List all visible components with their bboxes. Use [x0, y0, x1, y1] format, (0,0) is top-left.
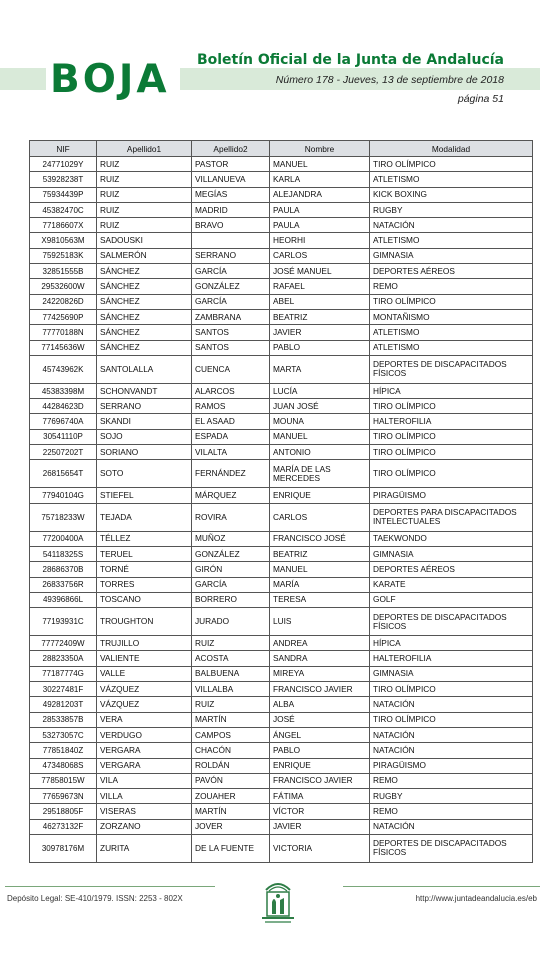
cell-nombre: FÁTIMA: [270, 789, 370, 804]
cell-apellido1: SORIANO: [97, 445, 192, 460]
cell-apellido2: SANTOS: [192, 340, 270, 355]
table-row: [30, 834, 533, 862]
cell-apellido2: ACOSTA: [192, 651, 270, 666]
cell-nif: 77772409W: [30, 636, 97, 651]
cell-modalidad: NATACIÓN: [370, 743, 533, 758]
cell-nif: 77186607X: [30, 218, 97, 233]
cell-apellido2: MADRID: [192, 202, 270, 217]
cell-nif: 45382470C: [30, 202, 97, 217]
table-row: [30, 309, 533, 324]
table-row: [30, 666, 533, 681]
cell-apellido1: SOTO: [97, 460, 192, 488]
cell-nif: 77851840Z: [30, 743, 97, 758]
cell-apellido2: MARTÍN: [192, 804, 270, 819]
cell-modalidad: PIRAGÜISMO: [370, 488, 533, 503]
table-row: [30, 608, 533, 636]
cell-nombre: MANUEL: [270, 562, 370, 577]
col-header-nombre: Nombre: [270, 141, 370, 157]
cell-apellido1: SÁNCHEZ: [97, 325, 192, 340]
cell-apellido2: BORRERO: [192, 592, 270, 607]
cell-apellido1: TRUJILLO: [97, 636, 192, 651]
cell-nombre: CARLOS: [270, 248, 370, 263]
table-row: [30, 577, 533, 592]
cell-nombre: ANDREA: [270, 636, 370, 651]
cell-nif: 24220826D: [30, 294, 97, 309]
cell-nombre: LUIS: [270, 608, 370, 636]
cell-nombre: LUCÍA: [270, 383, 370, 398]
cell-apellido1: SOJO: [97, 429, 192, 444]
table-row: [30, 383, 533, 398]
cell-apellido1: VILLA: [97, 789, 192, 804]
cell-nombre: JUAN JOSÉ: [270, 399, 370, 414]
junta-andalucia-emblem-icon: [258, 876, 298, 926]
cell-apellido1: SÁNCHEZ: [97, 340, 192, 355]
table-row: [30, 294, 533, 309]
cell-apellido1: ZORZANO: [97, 819, 192, 834]
cell-apellido1: RUIZ: [97, 187, 192, 202]
cell-apellido2: BALBUENA: [192, 666, 270, 681]
document-header: [0, 0, 540, 130]
cell-nif: 77193931C: [30, 608, 97, 636]
cell-apellido2: GONZÁLEZ: [192, 546, 270, 561]
cell-nif: 54118325S: [30, 546, 97, 561]
cell-nif: 29532600W: [30, 279, 97, 294]
cell-apellido1: RUIZ: [97, 202, 192, 217]
cell-apellido2: MARTÍN: [192, 712, 270, 727]
cell-nombre: HEORHI: [270, 233, 370, 248]
cell-nif: 77659673N: [30, 789, 97, 804]
bulletin-title: Boletín Oficial de la Junta de Andalucía: [196, 52, 504, 68]
cell-nif: 32851555B: [30, 264, 97, 279]
cell-apellido1: SÁNCHEZ: [97, 294, 192, 309]
table-row: [30, 682, 533, 697]
table-row: [30, 743, 533, 758]
table-row: [30, 233, 533, 248]
cell-nif: 75718233W: [30, 503, 97, 531]
table-row: [30, 592, 533, 607]
table-row: [30, 727, 533, 742]
table-body: [30, 157, 533, 863]
cell-nombre: ENRIQUE: [270, 488, 370, 503]
boja-logo: BOJA: [50, 57, 170, 102]
cell-apellido2: RAMOS: [192, 399, 270, 414]
cell-modalidad: PIRAGÜISMO: [370, 758, 533, 773]
cell-nombre: BEATRIZ: [270, 546, 370, 561]
cell-nombre: MIREYA: [270, 666, 370, 681]
cell-apellido2: VILLANUEVA: [192, 172, 270, 187]
cell-modalidad: GIMNASIA: [370, 248, 533, 263]
table-row: [30, 218, 533, 233]
cell-apellido2: [192, 233, 270, 248]
cell-modalidad: ATLETISMO: [370, 233, 533, 248]
cell-apellido2: EL ASAAD: [192, 414, 270, 429]
table-row: [30, 636, 533, 651]
cell-modalidad: TIRO OLÍMPICO: [370, 445, 533, 460]
cell-nombre: MARTA: [270, 355, 370, 383]
cell-apellido1: SKANDI: [97, 414, 192, 429]
cell-modalidad: TIRO OLÍMPICO: [370, 157, 533, 172]
cell-apellido1: TEJADA: [97, 503, 192, 531]
athletes-table-wrap: [29, 140, 532, 863]
cell-nombre: CARLOS: [270, 503, 370, 531]
cell-apellido1: VALLE: [97, 666, 192, 681]
cell-apellido2: ROLDÁN: [192, 758, 270, 773]
cell-nombre: BEATRIZ: [270, 309, 370, 324]
cell-nombre: PABLO: [270, 340, 370, 355]
cell-apellido1: TOSCANO: [97, 592, 192, 607]
cell-nombre: MANUEL: [270, 157, 370, 172]
cell-apellido2: RUIZ: [192, 636, 270, 651]
cell-modalidad: NATACIÓN: [370, 697, 533, 712]
table-row: [30, 712, 533, 727]
cell-apellido2: SANTOS: [192, 325, 270, 340]
cell-modalidad: HÍPICA: [370, 383, 533, 398]
table-row: [30, 546, 533, 561]
cell-modalidad: RUGBY: [370, 789, 533, 804]
col-header-apellido2: Apellido2: [192, 141, 270, 157]
cell-nif: 46273132F: [30, 819, 97, 834]
cell-nif: 28823350A: [30, 651, 97, 666]
legal-deposit: Depósito Legal: SE-410/1979. ISSN: 2253 - 802X: [7, 894, 183, 903]
cell-apellido2: MEGÍAS: [192, 187, 270, 202]
cell-apellido2: VILALTA: [192, 445, 270, 460]
cell-apellido2: DE LA FUENTE: [192, 834, 270, 862]
cell-nombre: JOSÉ MANUEL: [270, 264, 370, 279]
table-row: [30, 187, 533, 202]
cell-nombre: JAVIER: [270, 819, 370, 834]
cell-nombre: SANDRA: [270, 651, 370, 666]
cell-nombre: ALBA: [270, 697, 370, 712]
cell-modalidad: DEPORTES AÉREOS: [370, 562, 533, 577]
cell-nif: 53273057C: [30, 727, 97, 742]
cell-nif: 44284623D: [30, 399, 97, 414]
cell-modalidad: TIRO OLÍMPICO: [370, 429, 533, 444]
cell-nombre: VICTORIA: [270, 834, 370, 862]
cell-nombre: PABLO: [270, 743, 370, 758]
cell-apellido1: RUIZ: [97, 172, 192, 187]
cell-nombre: ANTONIO: [270, 445, 370, 460]
cell-nif: 77696740A: [30, 414, 97, 429]
cell-apellido1: VERDUGO: [97, 727, 192, 742]
cell-apellido1: SÁNCHEZ: [97, 279, 192, 294]
table-row: [30, 429, 533, 444]
cell-nombre: MARÍA DE LAS MERCEDES: [270, 460, 370, 488]
cell-apellido2: ESPADA: [192, 429, 270, 444]
cell-nombre: JOSÉ: [270, 712, 370, 727]
table-row: [30, 355, 533, 383]
cell-modalidad: HALTEROFILIA: [370, 414, 533, 429]
col-header-apellido1: Apellido1: [97, 141, 192, 157]
athletes-table: [29, 140, 533, 863]
cell-modalidad: DEPORTES AÉREOS: [370, 264, 533, 279]
cell-nif: 28533857B: [30, 712, 97, 727]
cell-nombre: MARÍA: [270, 577, 370, 592]
cell-apellido2: ZOUAHER: [192, 789, 270, 804]
cell-apellido2: RUIZ: [192, 697, 270, 712]
cell-apellido2: CAMPOS: [192, 727, 270, 742]
cell-nif: 29518805F: [30, 804, 97, 819]
cell-modalidad: GOLF: [370, 592, 533, 607]
table-row: [30, 172, 533, 187]
cell-apellido1: SÁNCHEZ: [97, 264, 192, 279]
cell-modalidad: ATLETISMO: [370, 340, 533, 355]
cell-apellido2: GIRÓN: [192, 562, 270, 577]
cell-nombre: VÍCTOR: [270, 804, 370, 819]
table-row: [30, 202, 533, 217]
cell-nombre: ALEJANDRA: [270, 187, 370, 202]
cell-nif: 26815654T: [30, 460, 97, 488]
cell-apellido2: PAVÓN: [192, 773, 270, 788]
cell-nif: 26833756R: [30, 577, 97, 592]
cell-nombre: FRANCISCO JAVIER: [270, 682, 370, 697]
table-row: [30, 773, 533, 788]
footer-url: http://www.juntadeandalucia.es/eb: [415, 894, 537, 903]
cell-apellido2: JOVER: [192, 819, 270, 834]
cell-nif: X9810563M: [30, 233, 97, 248]
cell-nif: 24771029Y: [30, 157, 97, 172]
cell-apellido2: GARCÍA: [192, 577, 270, 592]
cell-modalidad: NATACIÓN: [370, 218, 533, 233]
cell-apellido2: CUENCA: [192, 355, 270, 383]
cell-nombre: JAVIER: [270, 325, 370, 340]
table-row: [30, 460, 533, 488]
cell-apellido1: STIEFEL: [97, 488, 192, 503]
cell-modalidad: DEPORTES DE DISCAPACITADOS FÍSICOS: [370, 834, 533, 862]
cell-modalidad: ATLETISMO: [370, 172, 533, 187]
cell-apellido2: JURADO: [192, 608, 270, 636]
cell-apellido1: TERUEL: [97, 546, 192, 561]
table-row: [30, 531, 533, 546]
cell-modalidad: TIRO OLÍMPICO: [370, 460, 533, 488]
cell-modalidad: KARATE: [370, 577, 533, 592]
table-row: [30, 340, 533, 355]
table-row: [30, 819, 533, 834]
col-header-nif: NIF: [30, 141, 97, 157]
cell-apellido2: ALARCOS: [192, 383, 270, 398]
cell-modalidad: NATACIÓN: [370, 819, 533, 834]
cell-modalidad: TIRO OLÍMPICO: [370, 682, 533, 697]
cell-apellido1: SÁNCHEZ: [97, 309, 192, 324]
cell-nombre: PAULA: [270, 218, 370, 233]
cell-modalidad: TIRO OLÍMPICO: [370, 712, 533, 727]
cell-apellido2: CHACÓN: [192, 743, 270, 758]
table-row: [30, 264, 533, 279]
cell-nombre: PAULA: [270, 202, 370, 217]
page-number: página 51: [457, 93, 504, 105]
cell-apellido2: ZAMBRANA: [192, 309, 270, 324]
cell-nombre: FRANCISCO JOSÉ: [270, 531, 370, 546]
col-header-modalidad: Modalidad: [370, 141, 533, 157]
cell-nombre: KARLA: [270, 172, 370, 187]
cell-nombre: TERESA: [270, 592, 370, 607]
cell-apellido1: TORRES: [97, 577, 192, 592]
cell-apellido1: TROUGHTON: [97, 608, 192, 636]
table-header-row: [30, 141, 533, 157]
cell-apellido1: RUIZ: [97, 218, 192, 233]
table-row: [30, 248, 533, 263]
cell-modalidad: DEPORTES PARA DISCAPACITADOS INTELECTUALES: [370, 503, 533, 531]
cell-nif: 75934439P: [30, 187, 97, 202]
cell-apellido2: MUÑOZ: [192, 531, 270, 546]
cell-modalidad: NATACIÓN: [370, 727, 533, 742]
cell-apellido1: TÉLLEZ: [97, 531, 192, 546]
table-row: [30, 414, 533, 429]
cell-nombre: ABEL: [270, 294, 370, 309]
cell-apellido1: VERA: [97, 712, 192, 727]
cell-nif: 77770188N: [30, 325, 97, 340]
cell-modalidad: RUGBY: [370, 202, 533, 217]
cell-nif: 30978176M: [30, 834, 97, 862]
table-row: [30, 445, 533, 460]
issue-info: Número 178 - Jueves, 13 de septiembre de 2018: [275, 74, 504, 86]
cell-modalidad: HALTEROFILIA: [370, 651, 533, 666]
cell-apellido1: VÁZQUEZ: [97, 682, 192, 697]
cell-nif: 53928238T: [30, 172, 97, 187]
cell-nif: 75925183K: [30, 248, 97, 263]
cell-nombre: MOUNA: [270, 414, 370, 429]
cell-apellido2: BRAVO: [192, 218, 270, 233]
footer-rule-left: [5, 886, 215, 887]
cell-modalidad: MONTAÑISMO: [370, 309, 533, 324]
cell-apellido2: MÁRQUEZ: [192, 488, 270, 503]
cell-nombre: RAFAEL: [270, 279, 370, 294]
table-row: [30, 804, 533, 819]
table-row: [30, 758, 533, 773]
footer-rule-right: [343, 886, 540, 887]
cell-apellido2: GARCÍA: [192, 294, 270, 309]
table-row: [30, 789, 533, 804]
cell-apellido1: ZURITA: [97, 834, 192, 862]
cell-apellido1: TORNÉ: [97, 562, 192, 577]
cell-nif: 77940104G: [30, 488, 97, 503]
document-footer: [0, 870, 540, 960]
cell-nombre: MANUEL: [270, 429, 370, 444]
cell-apellido1: VÁZQUEZ: [97, 697, 192, 712]
cell-nombre: ÁNGEL: [270, 727, 370, 742]
table-row: [30, 697, 533, 712]
cell-apellido1: SADOUSKI: [97, 233, 192, 248]
cell-apellido2: PASTOR: [192, 157, 270, 172]
cell-modalidad: HÍPICA: [370, 636, 533, 651]
cell-nif: 77145636W: [30, 340, 97, 355]
table-row: [30, 279, 533, 294]
table-row: [30, 562, 533, 577]
cell-modalidad: REMO: [370, 279, 533, 294]
cell-apellido1: SANTOLALLA: [97, 355, 192, 383]
cell-apellido1: RUIZ: [97, 157, 192, 172]
cell-nif: 47348068S: [30, 758, 97, 773]
table-row: [30, 399, 533, 414]
cell-nombre: FRANCISCO JAVIER: [270, 773, 370, 788]
cell-apellido2: VILLALBA: [192, 682, 270, 697]
table-row: [30, 503, 533, 531]
cell-modalidad: REMO: [370, 773, 533, 788]
table-row: [30, 651, 533, 666]
cell-apellido1: SERRANO: [97, 399, 192, 414]
cell-apellido1: VERGARA: [97, 758, 192, 773]
cell-apellido2: SERRANO: [192, 248, 270, 263]
cell-modalidad: KICK BOXING: [370, 187, 533, 202]
cell-modalidad: DEPORTES DE DISCAPACITADOS FÍSICOS: [370, 608, 533, 636]
cell-apellido2: FERNÁNDEZ: [192, 460, 270, 488]
cell-modalidad: GIMNASIA: [370, 546, 533, 561]
cell-apellido1: SALMERÓN: [97, 248, 192, 263]
cell-modalidad: ATLETISMO: [370, 325, 533, 340]
cell-apellido1: VALIENTE: [97, 651, 192, 666]
cell-nif: 77200400A: [30, 531, 97, 546]
cell-modalidad: TAEKWONDO: [370, 531, 533, 546]
cell-nif: 30227481F: [30, 682, 97, 697]
table-row: [30, 325, 533, 340]
cell-modalidad: TIRO OLÍMPICO: [370, 399, 533, 414]
cell-modalidad: DEPORTES DE DISCAPACITADOS FÍSICOS: [370, 355, 533, 383]
cell-nif: 22507202T: [30, 445, 97, 460]
cell-nif: 77187774G: [30, 666, 97, 681]
table-row: [30, 157, 533, 172]
cell-nif: 28686370B: [30, 562, 97, 577]
cell-modalidad: TIRO OLÍMPICO: [370, 294, 533, 309]
cell-apellido1: VILA: [97, 773, 192, 788]
cell-apellido2: GARCÍA: [192, 264, 270, 279]
cell-nif: 45383398M: [30, 383, 97, 398]
cell-apellido2: ROVIRA: [192, 503, 270, 531]
cell-apellido2: GONZÁLEZ: [192, 279, 270, 294]
table-row: [30, 488, 533, 503]
cell-nif: 77425690P: [30, 309, 97, 324]
cell-modalidad: GIMNASIA: [370, 666, 533, 681]
cell-apellido1: VERGARA: [97, 743, 192, 758]
cell-nif: 30541110P: [30, 429, 97, 444]
cell-nif: 45743962K: [30, 355, 97, 383]
cell-apellido1: VISERAS: [97, 804, 192, 819]
cell-nif: 49396866L: [30, 592, 97, 607]
cell-apellido1: SCHONVANDT: [97, 383, 192, 398]
cell-modalidad: REMO: [370, 804, 533, 819]
cell-nif: 77858015W: [30, 773, 97, 788]
cell-nif: 49281203T: [30, 697, 97, 712]
cell-nombre: ENRIQUE: [270, 758, 370, 773]
